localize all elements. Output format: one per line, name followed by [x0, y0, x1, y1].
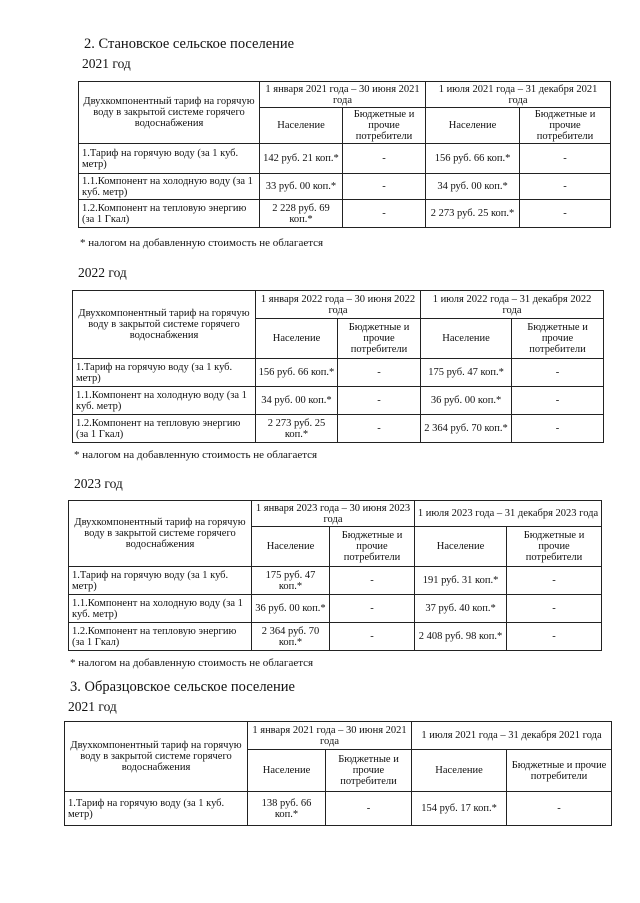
- tariff-table-obraztsovskoe-2021: [64, 721, 612, 826]
- value-cell: 2 273 руб. 25 коп.*: [426, 200, 520, 228]
- value-cell: -: [520, 174, 611, 200]
- subheader-budget: Бюджетные и прочие потребители: [512, 319, 604, 359]
- value-cell: 36 руб. 00 коп.*: [252, 595, 330, 623]
- value-cell: 2 408 руб. 98 коп.*: [415, 623, 507, 651]
- value-cell: -: [343, 174, 426, 200]
- value-cell: 34 руб. 00 коп.*: [426, 174, 520, 200]
- value-cell: -: [512, 415, 604, 443]
- value-cell: -: [338, 387, 421, 415]
- footnote: * налогом на добавленную стоимость не облагается: [74, 449, 318, 461]
- subheader-budget: Бюджетные и прочие потребители: [343, 108, 426, 144]
- value-cell: -: [326, 792, 412, 826]
- value-cell: 36 руб. 00 коп.*: [421, 387, 512, 415]
- table-header-main: Двухкомпонентный тариф на горячую воду в закрытой системе горячего водоснабжения: [73, 291, 256, 359]
- value-cell: -: [330, 595, 415, 623]
- period-header-2: 1 июля 2021 года – 31 декабря 2021 года: [426, 82, 611, 108]
- table-row: [79, 144, 611, 174]
- value-cell: 142 руб. 21 коп.*: [260, 144, 343, 174]
- value-cell: 2 364 руб. 70 коп.*: [421, 415, 512, 443]
- value-cell: 156 руб. 66 коп.*: [256, 359, 338, 387]
- table-header-main: Двухкомпонентный тариф на горячую воду в закрытой системе горячего водоснабжения: [69, 501, 252, 567]
- year-label-2023: 2023 год: [74, 476, 123, 491]
- subheader-budget: Бюджетные и прочие потребители: [507, 750, 612, 792]
- row-label: 1.Тариф на горячую воду (за 1 куб. метр): [79, 144, 260, 174]
- subheader-population: Население: [421, 319, 512, 359]
- value-cell: 33 руб. 00 коп.*: [260, 174, 343, 200]
- subheader-population: Население: [412, 750, 507, 792]
- subheader-budget: Бюджетные и прочие потребители: [330, 527, 415, 567]
- subheader-population: Население: [415, 527, 507, 567]
- row-label: 1.2.Компонент на тепловую энергию (за 1 Гкал): [69, 623, 252, 651]
- table-row: [73, 359, 604, 387]
- section-heading-obraztsovskoe: 3. Образцовское сельское поселение: [70, 679, 295, 695]
- period-header-2: 1 июля 2022 года – 31 декабря 2022 года: [421, 291, 604, 319]
- row-label: 1.Тариф на горячую воду (за 1 куб. метр): [69, 567, 252, 595]
- period-header-2: 1 июля 2021 года – 31 декабря 2021 года: [412, 722, 612, 750]
- subheader-budget: Бюджетные и прочие потребители: [507, 527, 602, 567]
- value-cell: -: [338, 415, 421, 443]
- period-header-1: 1 января 2023 года – 30 июня 2023 года: [252, 501, 415, 527]
- subheader-population: Население: [426, 108, 520, 144]
- year-label-2021: 2021 год: [82, 56, 131, 71]
- subheader-population: Население: [260, 108, 343, 144]
- value-cell: 175 руб. 47 коп.*: [421, 359, 512, 387]
- value-cell: -: [520, 200, 611, 228]
- value-cell: 138 руб. 66 коп.*: [248, 792, 326, 826]
- value-cell: 2 228 руб. 69 коп.*: [260, 200, 343, 228]
- table-row: [79, 200, 611, 228]
- value-cell: 34 руб. 00 коп.*: [256, 387, 338, 415]
- year-label-2021-obraztsovskoe: 2021 год: [68, 699, 117, 714]
- table-row: [69, 567, 602, 595]
- value-cell: -: [512, 387, 604, 415]
- subheader-population: Население: [248, 750, 326, 792]
- footnote: * налогом на добавленную стоимость не облагается: [80, 237, 324, 249]
- row-label: 1.Тариф на горячую воду (за 1 куб. метр): [65, 792, 248, 826]
- row-label: 1.Тариф на горячую воду (за 1 куб. метр): [73, 359, 256, 387]
- value-cell: 154 руб. 17 коп.*: [412, 792, 507, 826]
- period-header-1: 1 января 2022 года – 30 июня 2022 года: [256, 291, 421, 319]
- value-cell: 156 руб. 66 коп.*: [426, 144, 520, 174]
- subheader-budget: Бюджетные и прочие потребители: [326, 750, 412, 792]
- table-header-main: Двухкомпонентный тариф на горячую воду в закрытой системе горячего водоснабжения: [65, 722, 248, 792]
- value-cell: 2 273 руб. 25 коп.*: [256, 415, 338, 443]
- value-cell: 191 руб. 31 коп.*: [415, 567, 507, 595]
- footnote: * налогом на добавленную стоимость не облагается: [70, 657, 314, 669]
- tariff-table-2021: [78, 81, 611, 228]
- value-cell: -: [507, 623, 602, 651]
- subheader-budget: Бюджетные и прочие потребители: [520, 108, 611, 144]
- table-row: [73, 387, 604, 415]
- subheader-population: Население: [252, 527, 330, 567]
- table-row: [69, 623, 602, 651]
- row-label: 1.1.Компонент на холодную воду (за 1 куб. метр): [79, 174, 260, 200]
- value-cell: -: [343, 144, 426, 174]
- subheader-budget: Бюджетные и прочие потребители: [338, 319, 421, 359]
- value-cell: -: [330, 567, 415, 595]
- value-cell: -: [512, 359, 604, 387]
- table-header-main: Двухкомпонентный тариф на горячую воду в закрытой системе горячего водоснабжения: [79, 82, 260, 144]
- value-cell: -: [343, 200, 426, 228]
- table-row: [79, 174, 611, 200]
- value-cell: 2 364 руб. 70 коп.*: [252, 623, 330, 651]
- year-label-2022: 2022 год: [78, 265, 127, 280]
- value-cell: 175 руб. 47 коп.*: [252, 567, 330, 595]
- period-header-1: 1 января 2021 года – 30 июня 2021 года: [248, 722, 412, 750]
- value-cell: -: [330, 623, 415, 651]
- table-row: [69, 595, 602, 623]
- tariff-table-2023: [68, 500, 602, 651]
- table-row: [73, 415, 604, 443]
- subheader-population: Население: [256, 319, 338, 359]
- row-label: 1.2.Компонент на тепловую энергию (за 1 Гкал): [79, 200, 260, 228]
- row-label: 1.1.Компонент на холодную воду (за 1 куб. метр): [73, 387, 256, 415]
- period-header-2: 1 июля 2023 года – 31 декабря 2023 года: [415, 501, 602, 527]
- value-cell: 37 руб. 40 коп.*: [415, 595, 507, 623]
- period-header-1: 1 января 2021 года – 30 июня 2021 года: [260, 82, 426, 108]
- table-row: [65, 792, 612, 826]
- section-heading-stanovskoe: 2. Становское сельское поселение: [84, 36, 295, 52]
- value-cell: -: [507, 567, 602, 595]
- value-cell: -: [338, 359, 421, 387]
- row-label: 1.2.Компонент на тепловую энергию (за 1 Гкал): [73, 415, 256, 443]
- value-cell: -: [520, 144, 611, 174]
- value-cell: -: [507, 792, 612, 826]
- tariff-table-2022: [72, 290, 604, 443]
- row-label: 1.1.Компонент на холодную воду (за 1 куб. метр): [69, 595, 252, 623]
- value-cell: -: [507, 595, 602, 623]
